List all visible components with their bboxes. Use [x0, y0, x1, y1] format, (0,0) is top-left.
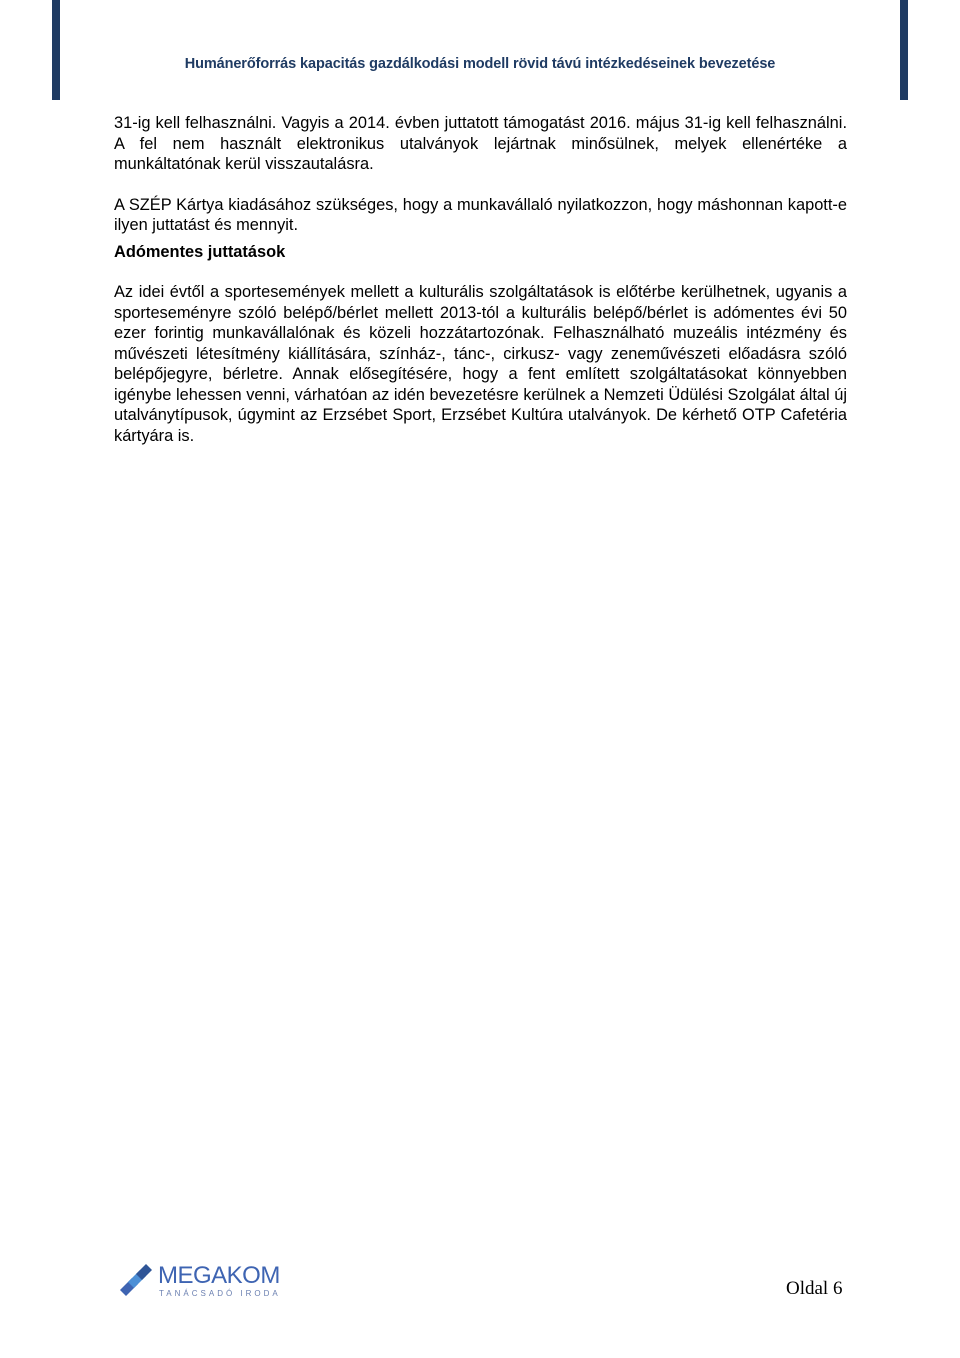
- section-heading: Adómentes juttatások: [114, 242, 286, 261]
- running-header-title: Humánerőforrás kapacitás gazdálkodási modell rövid távú intézkedéseinek bevezetése: [184, 56, 776, 72]
- paragraph-szep-kartya: A SZÉP Kártya kiadásához szükséges, hogy a munkavállaló nyilatkozzon, hogy máshonnan kapott-e ilyen juttatást és mennyit.: [114, 195, 847, 234]
- paragraph-utalvany: 31-ig kell felhasználni. Vagyis a 2014. évben juttatott támogatást 2016. május 31-ig kell felhasználni. A fel nem használt elektronikus utalványok lejártnak minősülnek, melyek ellenértéke a munkáltatónak kerül visszautalásra.: [114, 114, 847, 173]
- header-panel: [60, 0, 900, 100]
- page-number: Oldal 6: [786, 1278, 843, 1299]
- paragraph-adomentes-text: Az idei évtől a sportesemények mellett a kulturális szolgáltatások is előtérbe kerülhetnek, ugyanis a sporteseményre szóló belépő/bérlet mellett 2013-tól a kulturális belépő/bérlet is adómentes évi 50 ezer forintig munkavállalónak és közeli hozzátartozónak. Felhasználható muzeális intézmény és művészeti létesítmény kiállítására, színház-, tánc-, cirkusz- vagy zeneművészeti előadásra szóló belépőjegyre, bérletre. Annak elősegítésére, hogy a fent említett szolgáltatásokat könnyebben igénybe lehessen venni, várhatóan az idén bevezetésre kerülnek a Nemzeti Üdülési Szolgálat által új utalványtípusok, úgymint az Erzsébet Sport, Erzsébet Kultúra utalványok. De kérhető OTP Cafetéria kártyára is.: [114, 283, 847, 445]
- paragraph-adomentes: [114, 282, 847, 446]
- logo-subtitle: TANÁCSADÓ IRODA: [159, 1289, 281, 1298]
- megakom-logo: [118, 1258, 318, 1302]
- logo-name: MEGAKOM: [158, 1262, 280, 1289]
- megakom-logo-icon: [118, 1260, 156, 1300]
- page-content: [114, 113, 847, 446]
